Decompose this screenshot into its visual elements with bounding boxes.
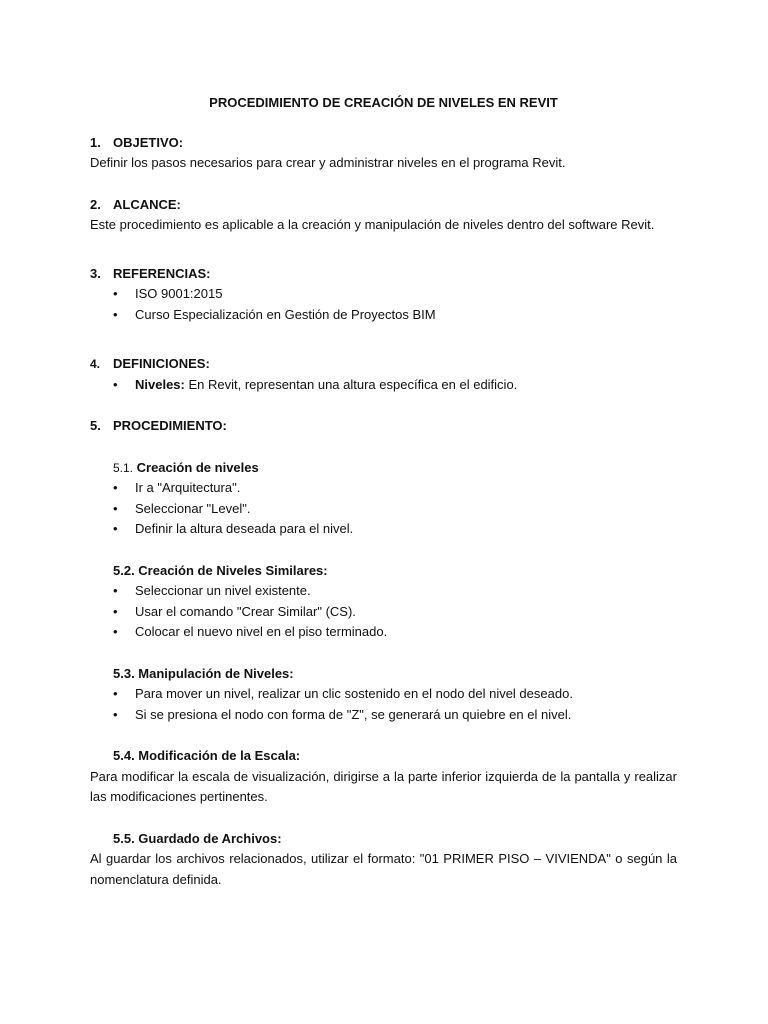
definition-term: Niveles: (135, 376, 185, 392)
section-heading-text: OBJETIVO: (113, 134, 184, 150)
creacion-niveles-list (90, 478, 677, 540)
escala-text: Para modificar la escala de visualización, dirigirse a la parte inferior izquierda de la pantalla y realizar las modificaciones pertinentes. (90, 768, 677, 804)
section-procedimiento-heading (90, 416, 677, 437)
section-definiciones-heading (90, 354, 677, 375)
list-item: • ISO 9001:2015 (90, 284, 677, 305)
subsection-number: 5.1. (113, 460, 134, 475)
section-referencias-heading (90, 264, 677, 285)
section-objetivo-heading (90, 133, 677, 154)
section-number: 3. (90, 265, 101, 281)
referencias-list (90, 284, 677, 325)
manipulacion-niveles-list (90, 684, 677, 725)
list-item: • Curso Especialización en Gestión de Proyectos BIM (90, 305, 677, 326)
section-heading-text: ALCANCE: (113, 196, 181, 212)
section-alcance-heading (90, 195, 677, 216)
subsection-heading: 5.5. Guardado de Archivos: (113, 830, 282, 846)
list-item: • Para mover un nivel, realizar un clic sostenido en el nodo del nivel deseado. (90, 684, 677, 705)
subsection-heading (113, 458, 677, 479)
document-title: PROCEDIMIENTO DE CREACIÓN DE NIVELES EN REVIT (209, 95, 558, 110)
document-content (90, 93, 677, 890)
subsection-heading: 5.3. Manipulación de Niveles: (113, 665, 294, 681)
guardado-text: Al guardar los archivos relacionados, utilizar el formato: "01 PRIMER PISO – VIVIENDA" o según la nomenclatura definida. (90, 851, 677, 887)
section-heading-text: REFERENCIAS: (113, 265, 211, 281)
list-item: • Colocar el nuevo nivel en el piso terminado. (90, 622, 677, 643)
list-item (90, 375, 677, 396)
list-item: • Definir la altura deseada para el nivel. (90, 519, 677, 540)
definition-text: En Revit, representan una altura específica en el edificio. (184, 376, 518, 392)
subsection-heading: 5.4. Modificación de la Escala: (113, 748, 301, 763)
section-number: 2. (90, 196, 101, 212)
section-heading-text: PROCEDIMIENTO: (113, 418, 227, 433)
niveles-similares-list (90, 581, 677, 643)
section-heading-text: DEFINICIONES: (113, 356, 210, 371)
section-alcance-text: Este procedimiento es aplicable a la creación y manipulación de niveles dentro del software Revit. (90, 217, 655, 232)
subsection-heading-text: Creación de niveles (133, 459, 259, 475)
section-objetivo-text: Definir los pasos necesarios para crear y administrar niveles en el programa Revit. (90, 155, 566, 170)
section-number: 1. (90, 134, 101, 150)
list-item: • Seleccionar un nivel existente. (90, 581, 677, 602)
list-item: • Usar el comando "Crear Similar" (CS). (90, 602, 677, 623)
section-number: 4. (90, 357, 101, 371)
list-item: • Si se presiona el nodo con forma de "Z", se generará un quiebre en el nivel. (90, 705, 677, 726)
section-number: 5. (90, 418, 101, 433)
list-item: • Ir a "Arquitectura". (90, 478, 677, 499)
list-item: • Seleccionar "Level". (90, 499, 677, 520)
definiciones-list (90, 375, 677, 396)
subsection-heading: 5.2. Creación de Niveles Similares: (113, 562, 328, 578)
